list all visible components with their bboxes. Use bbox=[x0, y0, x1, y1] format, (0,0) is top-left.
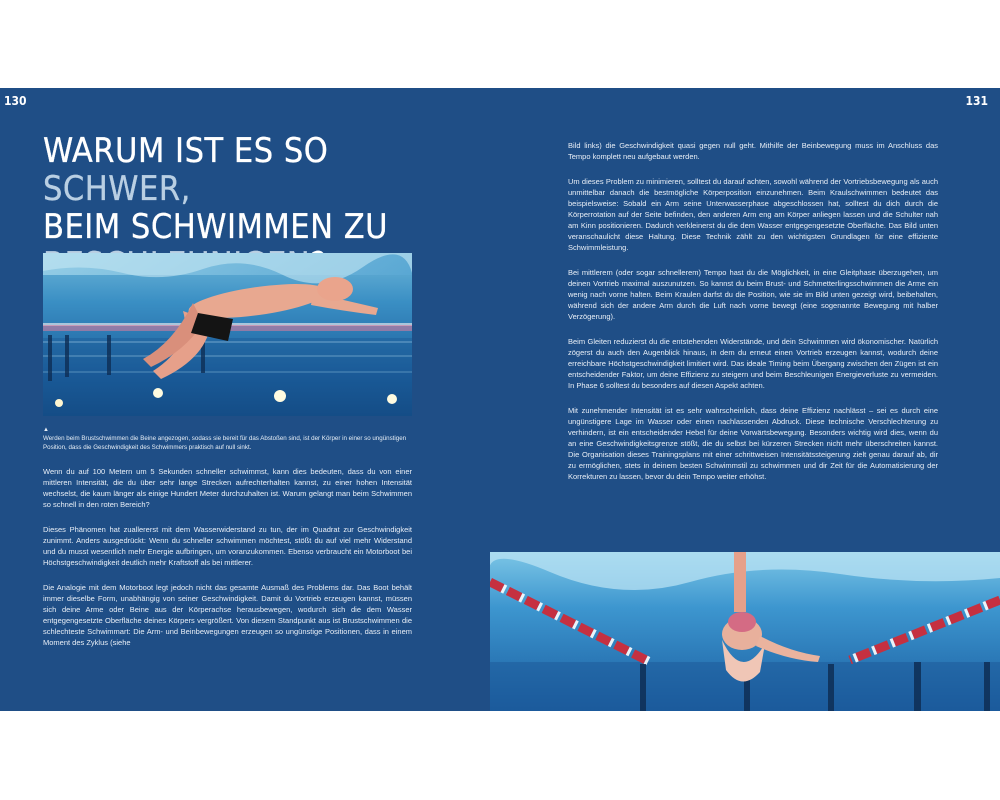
caption-marker-icon: ▲ bbox=[43, 427, 49, 433]
left-paragraph-2: Dieses Phänomen hat zuallererst mit dem Wasserwiderstand zu tun, der im Quadrat zur Geschwindigkeit zunimmt. Anders ausgedrückt: Wenn du schneller schwimmen möchtest, stößt du auf viel mehr Widerstand und du musst wesentlich mehr Energie aufbringen, um voranzukommen. Ebenso verbraucht ein Motorboot bei Höchstgeschwindigkeit deutlich mehr Kraftstoff als bei mittlerer. bbox=[43, 525, 412, 567]
photo-caption bbox=[43, 426, 418, 452]
left-paragraph-3: Die Analogie mit dem Motorboot legt jedoch nicht das gesamte Ausmaß des Problems dar. Das Boot behält immer dieselbe Form, unabhängig von seiner Geschwindigkeit. Damit du Vortrieb erzeugen kannst, müssen sich deine Arme oder Beine aus der Körperachse herausbewegen, wodurch sich die dem Wasser entgegengesetzte Oberfläche deines Körpers vergrößert. Von diesem Standpunkt aus ist Brustschwimmen die schlechteste Schwimmart: Die Arm- und Beinbewegungen erzeugen so ungünstige Positionen, dass in einem Moment des Zyklus (siehe bbox=[43, 583, 412, 647]
right-paragraph-1: Bild links) die Geschwindigkeit quasi gegen null geht. Mithilfe der Beinbewegung muss im Anschluss das Tempo komplett neu aufgebaut werden. bbox=[568, 141, 938, 161]
body-column-right bbox=[568, 140, 938, 496]
right-paragraph-5: Mit zunehmender Intensität ist es sehr wahrscheinlich, dass deine Effizienz nachlässt – sei es durch eine ungünstigere Lage im Wasser oder einen nachlassenden Abdruck. Diese technische Verschlechterung zu verhindern, ist ein entscheidender Hebel für deine Vorwärtsbewegung. Besonders wichtig wird dies, wenn du an eine Geschwindigkeitsgrenze stößt, die du selbst bei kürzeren Strecken nicht mehr überschreiten kannst. Die Organisation dieses Trainingsplans mit einer schrittweisen Intensitätssteigerung zielt genau darauf ab, dir zu ermöglichen, stets in deinem besten Schwimmstil zu schwimmen und dir Zeit für die Automatisierung der Korrekturen zu lassen, bevor du dein Tempo weiter erhöhst. bbox=[568, 406, 938, 481]
photo-breaststroke-swimmer bbox=[43, 253, 412, 416]
headline-line2: BEIM SCHWIMMEN ZU bbox=[43, 207, 389, 247]
body-column-left bbox=[43, 466, 412, 662]
page-number-right: 131 bbox=[965, 94, 988, 108]
left-paragraph-1: Wenn du auf 100 Metern um 5 Sekunden schneller schwimmst, kann dies bedeuten, dass du von einer mittleren Intensität, die du über sehr lange Strecken aufrechterhalten kannst, zu einer hohen Intensität wechselst, die kaum länger als einige Hundert Meter durchzuhalten ist. Warum gelangt man beim Schwimmen so schnell in den roten Bereich? bbox=[43, 467, 412, 509]
right-paragraph-3: Bei mittlerem (oder sogar schnellerem) Tempo hast du die Möglichkeit, in eine Gleitphase überzugehen, um deinen Vortrieb maximal auszunutzen. So kannst du beim Brust- und Schmetterlingsschwimmen die Arme ein wenig nach vorne halten. Beim Kraulen darfst du die Position, wie sie im Bild unten gezeigt wird, beibehalten, während sich der andere Arm durch die Luft nach vorne bewegt (eine sogenannte Bewegung mit halber Verzögerung). bbox=[568, 268, 938, 321]
right-paragraph-4: Beim Gleiten reduzierst du die entstehenden Widerstände, und dein Schwimmen wird ökonomischer. Natürlich zögerst du auch den Augenblick hinaus, in dem du erneut einen Vortrieb erzeugen kannst, wodurch deine erreichbare Höchstgeschwindigkeit limitiert wird. Das ideale Timing beim Übergang zwischen den Zügen ist ein entscheidender Faktor, um deine Effizienz zu steigern und beim Beschleunigen Energieverluste zu vermeiden. In Phase 6 solltest du besonders auf diesen Aspekt achten. bbox=[568, 337, 938, 390]
photo-freestyle-swimmer bbox=[490, 552, 1000, 711]
caption-text: Werden beim Brustschwimmen die Beine angezogen, sodass sie bereit für das Abstoßen sind, ist der Körper in einer so ungünstigen Position, dass die Geschwindigkeit des Schwimmers praktisch auf null sinkt. bbox=[43, 435, 407, 451]
page-number-left: 130 bbox=[4, 94, 27, 108]
headline-line1-highlight: SCHWER, bbox=[43, 169, 191, 209]
book-spread bbox=[0, 88, 1000, 711]
right-paragraph-2: Um dieses Problem zu minimieren, solltest du darauf achten, sowohl während der Vortriebsbewegung als auch unmittelbar danach die bestmögliche Körperposition einzunehmen. Beim Kraulschwimmen bedeutet das beispielsweise: Sobald ein Arm seine Unterwasserphase abgeschlossen hat, solltest du dich durch die Körperrotation auf der Seite befinden, den anderen Arm eng am Körper anliegen lassen und die Schulter nah am Kinn positionieren. Dadurch verkleinerst du die dem Wasser entgegengesetzte Oberfläche. Das Bild unten veranschaulicht diese Haltung. Diese Technik zählt zu den wichtigsten Grundlagen für eine effiziente Schwimmleistung. bbox=[568, 177, 938, 252]
headline-line1-a: WARUM IST ES SO bbox=[43, 131, 329, 171]
